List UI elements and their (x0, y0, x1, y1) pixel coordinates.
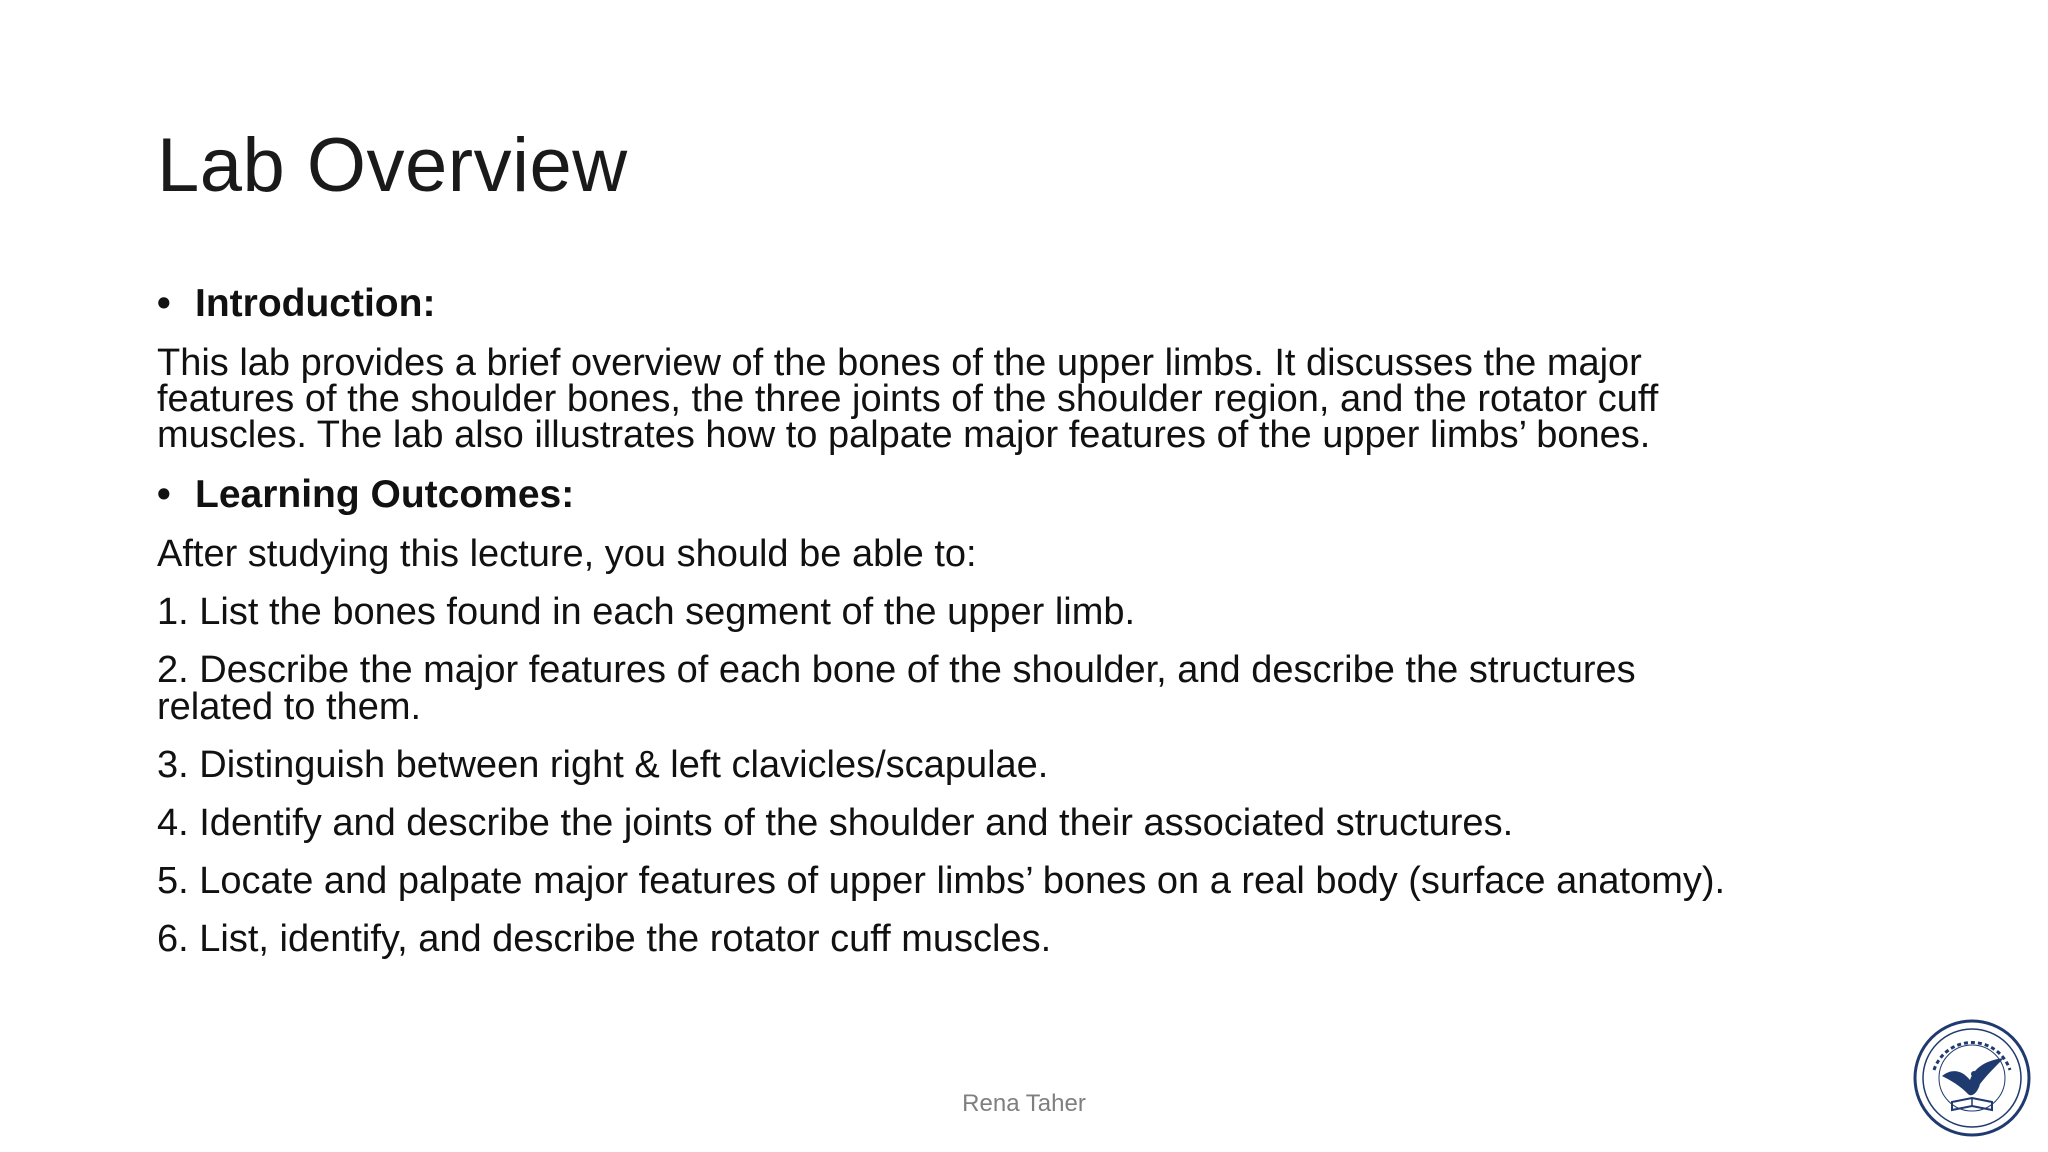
outcome-item: 3. Distinguish between right & left clavicles/scapulae. (157, 743, 1049, 786)
introduction-line: This lab provides a brief overview of the bones of the upper limbs. It discusses the major (157, 342, 1642, 384)
outcome-item: 5. Locate and palpate major features of upper limbs’ bones on a real body (surface anatomy). (157, 859, 1726, 902)
bullet-icon: • (157, 473, 171, 517)
slide-content (157, 282, 1917, 960)
outcomes-lead: After studying this lecture, you should be able to: (157, 533, 977, 576)
outcome-item: 6. List, identify, and describe the rotator cuff muscles. (157, 917, 1052, 960)
introduction-line: features of the shoulder bones, the three joints of the shoulder region, and the rotator cuff (157, 378, 1659, 421)
learning-outcomes-heading-text: Learning Outcomes: (195, 473, 575, 517)
bullet-icon: • (157, 282, 171, 325)
introduction-heading (157, 284, 1917, 323)
introduction-line: muscles. The lab also illustrates how to palpate major features of the upper limbs’ bones. (157, 414, 1651, 457)
outcome-item-line: 2. Describe the major features of each bone of the shoulder, and describe the structures (157, 649, 1636, 692)
outcome-item (157, 649, 1917, 728)
footer-author: Rena Taher (962, 1090, 1086, 1117)
introduction-heading-text: Introduction: (195, 282, 436, 325)
university-seal-icon (1912, 1018, 2032, 1138)
slide-title: Lab Overview (157, 123, 628, 208)
outcome-item: 4. Identify and describe the joints of the shoulder and their associated structures. (157, 801, 1514, 844)
introduction-paragraph (157, 342, 1917, 457)
outcome-item-line: related to them. (157, 685, 422, 728)
outcome-item: 1. List the bones found in each segment of the upper limb. (157, 591, 1136, 634)
learning-outcomes-heading (157, 473, 1917, 517)
